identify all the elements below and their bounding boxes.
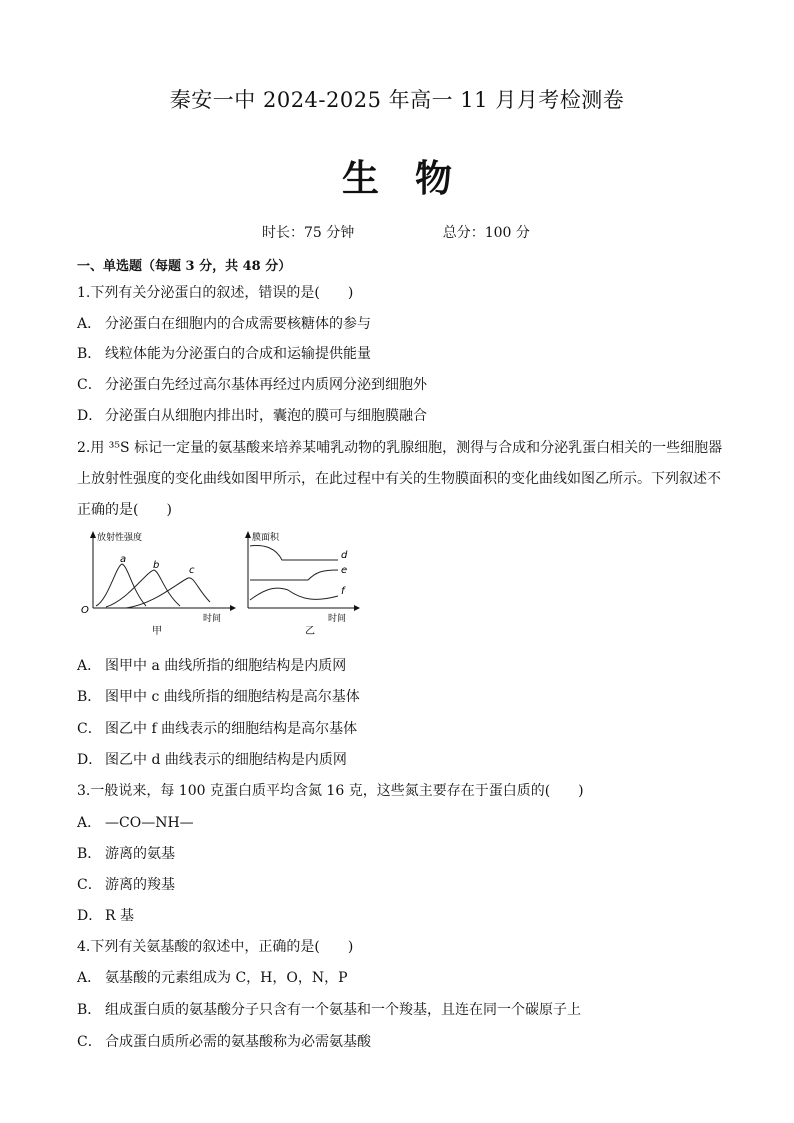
label-b: b [153, 560, 160, 571]
option-text: 图甲中 a 曲线所指的细胞结构是内质网 [105, 658, 347, 674]
label-e: e [341, 565, 348, 576]
section-heading: 一、单选题（每题 3 分，共 48 分） [77, 259, 292, 274]
option-letter: D． [77, 408, 103, 424]
question-1-option-d [77, 405, 427, 425]
question-2-stem-line-2: 上放射性强度的变化曲线如图甲所示，在此过程中有关的生物膜面积的变化曲线如图乙所示。下列叙述不 [77, 471, 721, 487]
option-letter: A． [77, 815, 102, 831]
option-text: 分泌蛋白在细胞内的合成需要核糖体的参与 [105, 316, 371, 332]
left-x-arrow [230, 605, 236, 611]
option-letter: B． [77, 846, 102, 862]
left-origin: O [81, 605, 89, 616]
left-xlabel: 时间 [203, 614, 222, 624]
right-y-arrow [245, 531, 251, 538]
curve-f [250, 588, 338, 600]
duration-text: 时长：75 分钟 [262, 225, 355, 241]
option-letter: C． [77, 877, 102, 893]
question-3-option-a [77, 812, 194, 832]
question-3-stem: 3.一般说来，每 100 克蛋白质平均含氮 16 克，这些氮主要存在于蛋白质的( ) [77, 783, 584, 799]
option-letter: D． [77, 908, 103, 924]
right-caption: 乙 [305, 626, 315, 637]
curve-c [126, 578, 210, 608]
left-caption: 甲 [152, 626, 162, 637]
question-3-option-d [77, 905, 134, 925]
option-text: 氨基酸的元素组成为 C，H，O，N，P [105, 970, 348, 986]
question-2-option-c [77, 718, 357, 738]
figure-left-graph [81, 531, 236, 637]
option-letter: C． [77, 377, 102, 393]
exam-meta [262, 222, 530, 242]
option-letter: C． [77, 721, 102, 737]
option-letter: A． [77, 970, 102, 986]
question-4-option-b [77, 999, 581, 1019]
question-2-stem-line-1: 2.用 ³⁵S 标记一定量的氨基酸来培养某哺乳动物的乳腺细胞，测得与合成和分泌乳蛋白相关的一些细胞器 [77, 440, 723, 456]
question-1-option-a [77, 313, 371, 333]
right-ylabel: 膜面积 [252, 533, 280, 543]
curve-d [250, 546, 338, 560]
total-score-text: 总分：100 分 [442, 225, 530, 241]
label-a: a [120, 554, 127, 565]
left-ylabel: 放射性强度 [97, 533, 143, 543]
option-text: 分泌蛋白从细胞内排出时，囊泡的膜可与细胞膜融合 [105, 408, 427, 424]
option-text: 游离的氨基 [105, 846, 175, 862]
option-text: 图乙中 f 曲线表示的细胞结构是高尔基体 [105, 721, 358, 737]
option-text: —CO—NH— [105, 815, 194, 831]
option-letter: C． [77, 1034, 102, 1050]
option-letter: D． [77, 752, 103, 768]
question-4-stem: 4.下列有关氨基酸的叙述中，正确的是( ) [77, 939, 354, 955]
curve-e [250, 570, 338, 580]
question-2-option-d [77, 749, 347, 769]
question-1-option-b [77, 343, 371, 363]
curve-a [96, 564, 146, 606]
option-text: 游离的羧基 [105, 877, 175, 893]
option-letter: A． [77, 316, 102, 332]
option-letter: A． [77, 658, 102, 674]
option-text: 图甲中 c 曲线所指的细胞结构是高尔基体 [105, 689, 360, 705]
option-letter: B． [77, 346, 102, 362]
question-2-stem-line-3: 正确的是( ) [77, 502, 172, 518]
question-1-stem: 1.下列有关分泌蛋白的叙述，错误的是( ) [77, 285, 354, 301]
question-3-option-c [77, 874, 175, 894]
subject-title: 生物 [342, 157, 488, 200]
option-letter: B． [77, 689, 102, 705]
label-d: d [341, 550, 348, 561]
right-xlabel: 时间 [328, 614, 347, 624]
figure-right-graph [245, 531, 360, 637]
option-text: 图乙中 d 曲线表示的细胞结构是内质网 [105, 752, 347, 768]
exam-title: 秦安一中 2024-2025 年高一 11 月月考检测卷 [169, 88, 625, 112]
left-y-arrow [90, 531, 96, 538]
question-4-option-c [77, 1031, 371, 1051]
question-2-option-a [77, 655, 346, 675]
option-text: R 基 [105, 908, 134, 924]
option-letter: B． [77, 1002, 102, 1018]
question-4-option-a [77, 967, 348, 987]
option-text: 分泌蛋白先经过高尔基体再经过内质网分泌到细胞外 [105, 377, 427, 393]
question-2-figure [76, 528, 366, 640]
option-text: 合成蛋白质所必需的氨基酸称为必需氨基酸 [105, 1034, 371, 1050]
label-f: f [341, 586, 345, 597]
question-2-option-b [77, 686, 360, 706]
right-x-arrow [354, 605, 360, 611]
label-c: c [189, 565, 195, 576]
option-text: 线粒体能为分泌蛋白的合成和运输提供能量 [105, 346, 371, 362]
question-3-option-b [77, 843, 175, 863]
question-1-option-c [77, 374, 427, 394]
option-text: 组成蛋白质的氨基酸分子只含有一个氨基和一个羧基，且连在同一个碳原子上 [105, 1002, 581, 1018]
